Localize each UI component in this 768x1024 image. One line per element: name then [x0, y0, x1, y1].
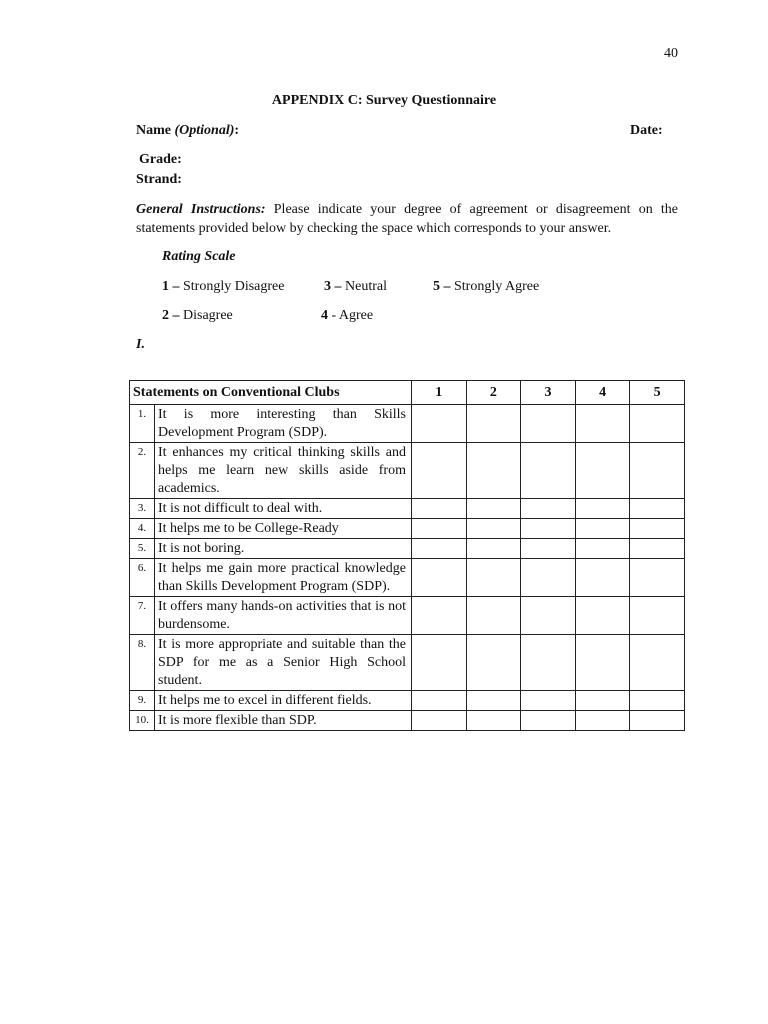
rating-checkbox-cell-4[interactable] — [575, 635, 630, 691]
name-colon: : — [234, 123, 240, 138]
rating-checkbox-cell-4[interactable] — [575, 597, 630, 635]
rating-checkbox-cell-1[interactable] — [412, 405, 467, 443]
rating-scale-num: 2 – — [162, 308, 180, 323]
statement-number: 1. — [130, 405, 155, 443]
rating-scale-item-2 — [162, 308, 233, 324]
rating-checkbox-cell-2[interactable] — [466, 711, 521, 731]
rating-checkbox-cell-1[interactable] — [412, 499, 467, 519]
rating-checkbox-cell-4[interactable] — [575, 519, 630, 539]
rating-scale-num: 4 — [321, 308, 328, 323]
statement-number: 4. — [130, 519, 155, 539]
statement-text: It is more appropriate and suitable than the SDP for me as a Senior High School student. — [155, 635, 412, 691]
rating-checkbox-cell-3[interactable] — [521, 711, 576, 731]
rating-checkbox-cell-5[interactable] — [630, 635, 685, 691]
statement-text: It is more flexible than SDP. — [155, 711, 412, 731]
rating-checkbox-cell-4[interactable] — [575, 711, 630, 731]
rating-checkbox-cell-3[interactable] — [521, 597, 576, 635]
statement-text: It helps me gain more practical knowledge than Skills Development Program (SDP). — [155, 559, 412, 597]
rating-scale-item-1 — [162, 279, 284, 295]
statement-text: It offers many hands-on activities that is not burdensome. — [155, 597, 412, 635]
rating-scale-num: 1 – — [162, 279, 180, 294]
rating-checkbox-cell-2[interactable] — [466, 635, 521, 691]
rating-header-3: 3 — [521, 381, 576, 405]
date-field-label: Date: — [630, 123, 663, 138]
table-header-row — [130, 381, 685, 405]
rating-checkbox-cell-1[interactable] — [412, 597, 467, 635]
table-row — [130, 597, 685, 635]
general-instructions — [136, 200, 678, 238]
name-field-label — [136, 123, 239, 139]
rating-checkbox-cell-4[interactable] — [575, 405, 630, 443]
rating-checkbox-cell-2[interactable] — [466, 499, 521, 519]
rating-header-2: 2 — [466, 381, 521, 405]
rating-checkbox-cell-3[interactable] — [521, 539, 576, 559]
rating-checkbox-cell-4[interactable] — [575, 691, 630, 711]
rating-checkbox-cell-2[interactable] — [466, 539, 521, 559]
rating-checkbox-cell-4[interactable] — [575, 443, 630, 499]
statement-number: 9. — [130, 691, 155, 711]
rating-scale-label: Disagree — [179, 308, 233, 323]
rating-checkbox-cell-1[interactable] — [412, 691, 467, 711]
page-title: APPENDIX C: Survey Questionnaire — [271, 93, 497, 108]
rating-checkbox-cell-2[interactable] — [466, 443, 521, 499]
rating-scale-label: Neutral — [341, 279, 387, 294]
statement-number: 2. — [130, 443, 155, 499]
section-label: I. — [136, 337, 145, 352]
rating-header-1: 1 — [412, 381, 467, 405]
table-row — [130, 559, 685, 597]
statement-number: 10. — [130, 711, 155, 731]
strand-field-label: Strand: — [136, 172, 182, 187]
rating-scale-item-3 — [324, 279, 387, 295]
rating-checkbox-cell-1[interactable] — [412, 635, 467, 691]
rating-scale-num: 5 – — [433, 279, 451, 294]
table-row — [130, 539, 685, 559]
rating-checkbox-cell-5[interactable] — [630, 711, 685, 731]
table-row — [130, 443, 685, 499]
rating-scale-item-5 — [433, 279, 539, 295]
statement-text: It is more interesting than Skills Development Program (SDP). — [155, 405, 412, 443]
rating-checkbox-cell-2[interactable] — [466, 405, 521, 443]
rating-scale-num: 3 – — [324, 279, 342, 294]
table-row — [130, 711, 685, 731]
rating-scale-label: Strongly Disagree — [179, 279, 285, 294]
table-row — [130, 635, 685, 691]
rating-checkbox-cell-5[interactable] — [630, 539, 685, 559]
statement-number: 8. — [130, 635, 155, 691]
rating-scale-label: - Agree — [328, 308, 374, 323]
statement-text: It is not difficult to deal with. — [155, 499, 412, 519]
rating-checkbox-cell-1[interactable] — [412, 539, 467, 559]
rating-checkbox-cell-5[interactable] — [630, 499, 685, 519]
survey-table — [129, 380, 685, 731]
statement-text: It helps me to excel in different fields. — [155, 691, 412, 711]
grade-field-label: Grade: — [139, 152, 182, 167]
page-number: 40 — [664, 46, 678, 61]
rating-checkbox-cell-4[interactable] — [575, 499, 630, 519]
rating-header-5: 5 — [630, 381, 685, 405]
table-row — [130, 691, 685, 711]
rating-checkbox-cell-3[interactable] — [521, 499, 576, 519]
statement-number: 3. — [130, 499, 155, 519]
statement-number: 7. — [130, 597, 155, 635]
name-label: Name — [136, 123, 175, 138]
rating-checkbox-cell-1[interactable] — [412, 711, 467, 731]
rating-checkbox-cell-2[interactable] — [466, 691, 521, 711]
rating-checkbox-cell-3[interactable] — [521, 405, 576, 443]
rating-checkbox-cell-5[interactable] — [630, 443, 685, 499]
table-row — [130, 499, 685, 519]
rating-checkbox-cell-1[interactable] — [412, 559, 467, 597]
rating-checkbox-cell-3[interactable] — [521, 559, 576, 597]
statement-number: 6. — [130, 559, 155, 597]
rating-checkbox-cell-3[interactable] — [521, 691, 576, 711]
rating-checkbox-cell-4[interactable] — [575, 559, 630, 597]
statement-text: It helps me to be College-Ready — [155, 519, 412, 539]
statement-text: It is not boring. — [155, 539, 412, 559]
rating-checkbox-cell-3[interactable] — [521, 519, 576, 539]
rating-checkbox-cell-5[interactable] — [630, 691, 685, 711]
rating-checkbox-cell-5[interactable] — [630, 597, 685, 635]
rating-scale-label: Strongly Agree — [450, 279, 540, 294]
table-row — [130, 405, 685, 443]
rating-scale-item-4 — [321, 308, 373, 324]
statement-text: It enhances my critical thinking skills and helps me learn new skills aside from academics. — [155, 443, 412, 499]
rating-checkbox-cell-3[interactable] — [521, 635, 576, 691]
rating-checkbox-cell-3[interactable] — [521, 443, 576, 499]
instructions-label: General Instructions: — [136, 202, 266, 217]
rating-checkbox-cell-5[interactable] — [630, 559, 685, 597]
name-optional-note: (Optional) — [174, 123, 235, 138]
rating-checkbox-cell-2[interactable] — [466, 559, 521, 597]
rating-checkbox-cell-1[interactable] — [412, 519, 467, 539]
rating-checkbox-cell-1[interactable] — [412, 443, 467, 499]
rating-checkbox-cell-5[interactable] — [630, 405, 685, 443]
rating-checkbox-cell-2[interactable] — [466, 519, 521, 539]
rating-checkbox-cell-5[interactable] — [630, 519, 685, 539]
statement-number: 5. — [130, 539, 155, 559]
rating-scale-title: Rating Scale — [162, 249, 236, 264]
rating-checkbox-cell-4[interactable] — [575, 539, 630, 559]
rating-header-4: 4 — [575, 381, 630, 405]
instructions-text: Please indicate your degree of agreement or disagreement on the statements provided below by checking the space which corresponds to your answer. — [136, 202, 678, 236]
table-row — [130, 519, 685, 539]
statements-header: Statements on Conventional Clubs — [130, 381, 412, 405]
rating-checkbox-cell-2[interactable] — [466, 597, 521, 635]
